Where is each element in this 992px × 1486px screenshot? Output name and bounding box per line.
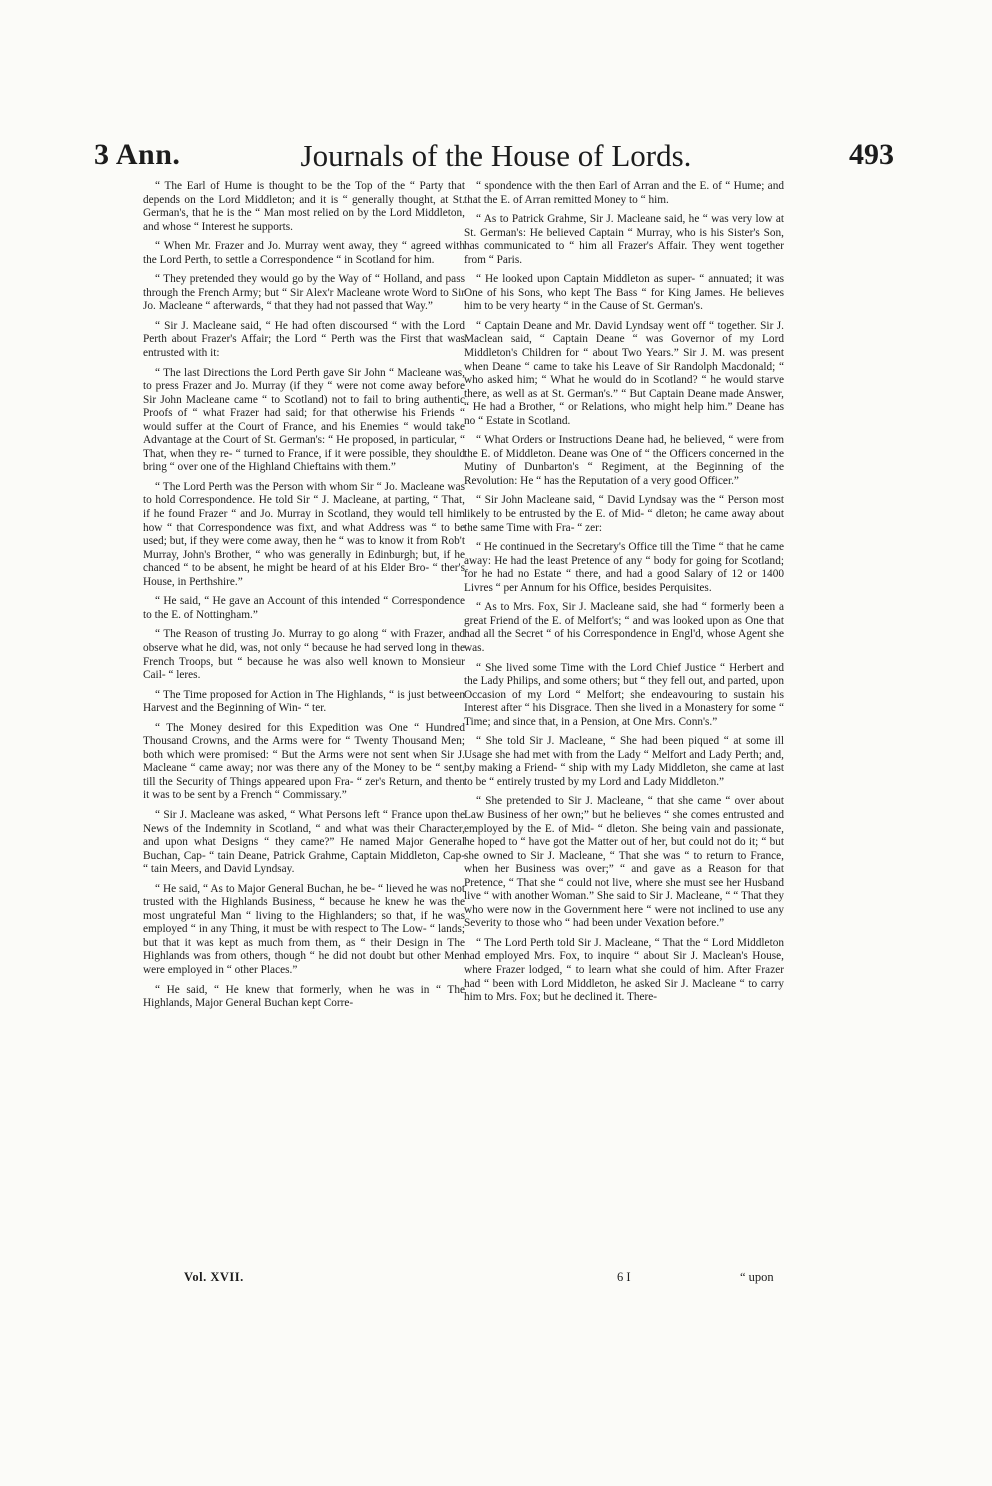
paragraph: “ He said, “ As to Major General Buchan, he be- “ lieved he was not trusted with the Highlands Business, “ because he knew he was the most ungrateful Man “ living to the Highlanders; so that, if he was employed “ in any Thing, it must be with respect to The Low- “ lands; but that it was kept as much from them, as “ their Design in The Highlands was from others, though “ he did not doubt but other Men were employed in “ other Places.”: [143, 882, 465, 976]
paragraph: “ The Earl of Hume is thought to be the Top of the “ Party that depends on the Lord Middleton; and it is “ generally thought, at St. German's, that he is the “ Man most relied on by the Lord Middleton, and whose “ Interest he supports.: [143, 180, 465, 233]
header-title: Journals of the House of Lords.: [300, 138, 692, 173]
paragraph: “ When Mr. Frazer and Jo. Murray went away, they “ agreed with the Lord Perth, to settle a Correspondence “ in Scotland for him.: [143, 240, 465, 266]
paragraph: “ Sir J. Macleane said, “ He had often discoursed “ with the Lord Perth about Frazer's Affair; the Lord “ Perth was the First that was entrusted with it:: [143, 319, 465, 360]
page-number: 493: [849, 138, 894, 171]
paragraph: “ The last Directions the Lord Perth gave Sir John “ Macleane was, to press Frazer and Jo. Murray (if they “ were not come away before Sir John Macleane came “ to Scotland) not to fail to bring authentic Proofs of “ what Frazer had said; for that otherwise his Friends “ would suffer at the Court of France, and his Enemies “ would take Advantage at the Court of St. German's: “ He proposed, in particular, “ That, when they re- “ turned to France, if it were possible, they should bring “ over one of the Highland Chieftains with them.”: [143, 366, 465, 474]
paragraph: “ The Lord Perth told Sir J. Macleane, “ That the “ Lord Middleton had employed Mrs. Fox, to inquire “ about Sir J. Maclean's House, where Frazer lodged, “ to learn what she could of him. After Frazer had “ been with Lord Middleton, he asked Sir J. Macleane “ to carry him to Mrs. Fox; but he declined it. There-: [464, 936, 784, 1004]
volume-label: Vol. XVII.: [184, 1270, 244, 1284]
left-column: [143, 180, 465, 1017]
paragraph: “ She pretended to Sir J. Macleane, “ that she came “ over about Law Business of her own;” but he believes “ she comes entrusted and employed by the E. of Mid- “ dleton. She being vain and passionate, he hoped to “ have got the Matter out of her, but could not do it; “ but she owned to Sir J. Macleane, “ That she was “ to return to France, when her Business was over;” “ and gave as a Reason for that Pretence, “ That she “ could not live, where she must see her Husband live “ with another Woman.” She said to Sir J. Macleane, “ “ That they who were now in the Government here “ were not inclined to use any Severity to those who “ had been under Vexation before.”: [464, 795, 784, 930]
paragraph: “ What Orders or Instructions Deane had, he believed, “ were from the E. of Middleton. Deane was One of “ the Officers concerned in the Mutiny of Dunbarton's “ Regiment, at the Beginning of the Revolution: He “ has the Reputation of a very good Officer.”: [464, 434, 784, 487]
paragraph: “ He said, “ He knew that formerly, when he was in “ The Highlands, Major General Buchan kept Corre-: [143, 983, 465, 1010]
paragraph: “ She told Sir J. Macleane, “ She had been piqued “ at some ill Usage she had met with from the Lady “ Melfort and Lady Perth; and, by making a Friend- “ ship with my Lady Middleton, she came at last to be “ entirely trusted by my Lord and Lady Middleton.”: [464, 735, 784, 788]
paragraph: “ The Money desired for this Expedition was One “ Hundred Thousand Crowns, and the Arms were for “ Twenty Thousand Men; both which were promised: “ But the Arms were not sent when Sir J. Macleane “ came away; nor was there any of the Money to be “ sent, till the Security of Things appeared upon Fra- “ zer's Return, and then it was to be sent by a French “ Commissary.”: [143, 721, 465, 802]
paragraph: “ He continued in the Secretary's Office till the Time “ that he came away: He had the least Pretence of any “ body for going for Scotland; for he had no Estate “ there, and had a good Salary of 12 or 1400 Livres “ per Annum for his Office, besides Perquisites.: [464, 541, 784, 594]
paragraph: “ Sir John Macleane said, “ David Lyndsay was the “ Person most likely to be entrusted by the E. of Mid- “ dleton; he came away about the same Time with Fra- “ zer:: [464, 494, 784, 534]
page-footer: [0, 1270, 992, 1290]
signature-mark: 6 I: [617, 1270, 631, 1284]
paragraph: “ As to Mrs. Fox, Sir J. Macleane said, she had “ formerly been a great Friend of the E. of Melfort's; “ and was looked upon as One that had all the Secret “ of his Correspondence in Engl'd, whose Agent she was.: [464, 601, 784, 654]
paragraph: “ Captain Deane and Mr. David Lyndsay went off “ together. Sir J. Maclean said, “ Captain Deane “ was Governor of my Lord Middleton's Children for “ about Two Years.” Sir J. M. was present when Deane “ came to take his Leave of Sir Randolph Macdonald; “ who asked him; “ What he would do in Scotland? “ he would starve there, as well as at St. German's.” “ But Captain Deane made Answer, “ He had a Brother, “ or Relations, who might help him.” Deane has no “ Estate in Scotland.: [464, 319, 784, 427]
paragraph: “ They pretended they would go by the Way of “ Holland, and pass through the French Army; but “ Sir Alex'r Macleane wrote Word to Sir Jo. Macleane “ afterwards, “ that they had not passed that Way.”: [143, 273, 465, 313]
header-date: 3 Ann.: [94, 138, 181, 171]
catchword: “ upon: [740, 1270, 774, 1284]
paragraph: “ spondence with the then Earl of Arran and the E. of “ Hume; and that the E. of Arran remitted Money to “ him.: [464, 180, 784, 206]
paragraph: “ The Time proposed for Action in The Highlands, “ is just between Harvest and the Beginning of Win- “ ter.: [143, 688, 465, 715]
paragraph: “ Sir J. Macleane was asked, “ What Persons left “ France upon the News of the Indemnity in Scotland, “ and what was their Character, and upon what Designs “ they came?” He named Major General Buchan, Cap- “ tain Deane, Patrick Grahme, Captain Middleton, Cap- “ tain Meers, and David Lyndsay.: [143, 808, 465, 876]
paragraph: “ The Reason of trusting Jo. Murray to go along “ with Frazer, and observe what he did, was, not only “ because he had served long in the French Troops, but “ because he was also well known to Monsieur Cail- “ leres.: [143, 628, 465, 682]
page-header: [0, 138, 992, 178]
paragraph: “ He looked upon Captain Middleton as super- “ annuated; it was One of his Sons, who kept The Bass “ for King James. He believes him to be very hearty “ in the Cause of St. German's.: [464, 273, 784, 313]
paragraph: “ As to Patrick Grahme, Sir J. Macleane said, he “ was very low at St. German's: He believed Captain “ Murray, who is his Sister's Son, has communicated to “ him all Frazer's Affair. They went together from “ Paris.: [464, 213, 784, 266]
right-column: [464, 180, 784, 1011]
paragraph: “ The Lord Perth was the Person with whom Sir “ Jo. Macleane was to hold Correspondence. He told Sir “ J. Macleane, at parting, “ That, if he found Frazer “ and Jo. Murray in Scotland, they would tell him how “ that Correspondence was fixt, and what Address was “ to be used; but, if they were come away, then he “ was to know it from Rob't Murray, John's Brother, “ who was generally in Edinburgh; but, if he chanced “ to be absent, he might be heard of at his Elder Bro- “ ther's House, in Perthshire.”: [143, 480, 465, 588]
paragraph: “ He said, “ He gave an Account of this intended “ Correspondence to the E. of Nottingham.”: [143, 595, 465, 621]
paragraph: “ She lived some Time with the Lord Chief Justice “ Herbert and the Lady Philips, and some others; but “ they fell out, and parted, upon Occasion of my Lord “ Melfort; she endeavouring to sustain his Interest after “ his Disgrace. Then she lived in a Monastery for some “ Time; and since that, in a Pension, at One Mrs. Conn's.”: [464, 661, 785, 728]
